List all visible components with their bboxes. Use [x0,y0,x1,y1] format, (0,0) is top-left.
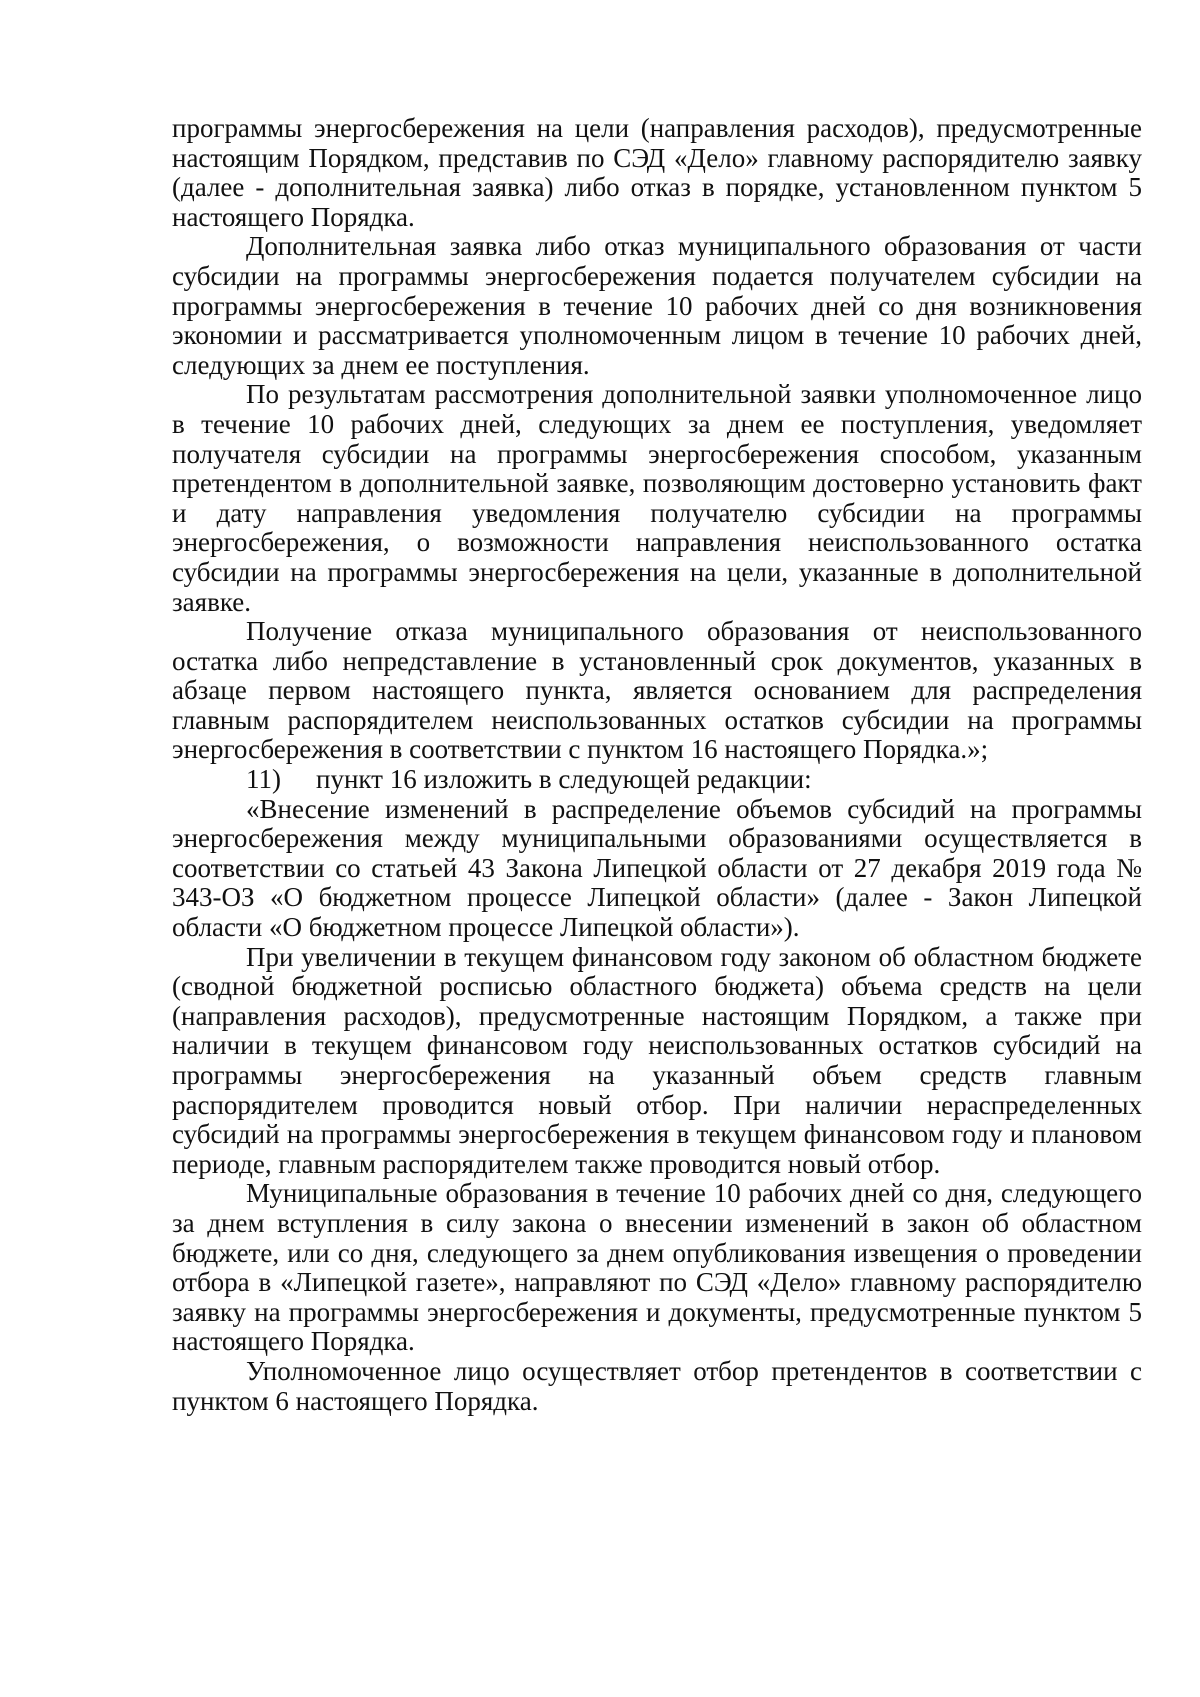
paragraph-continuation: программы энергосбережения на цели (направления расходов), предусмотренные настоящим Порядком, представив по СЭД «Дело» главному распорядителю заявку (далее - дополнительная заявка) либо отказ в порядке, установленном пунктом 5 настоящего Порядка. [172,113,1142,232]
paragraph-municipal-applications: Муниципальные образования в течение 10 рабочих дней со дня, следующего за днем вступления в силу закона о внесении изменений в закон об областном бюджете, или со дня, следующего за днем опубликования извещения о проведении отбора в «Липецкой газете», направляют по СЭД «Дело» главному распорядителю заявку на программы энергосбережения и документы, предусмотренные пунктом 5 настоящего Порядка. [172,1178,1142,1357]
paragraph-refusal: Получение отказа муниципального образования от неиспользованного остатка либо непредставление в установленный срок документов, указанных в абзаце первом настоящего пункта, является основанием для распределения главным распорядителем неиспользованных остатков субсидии на программы энергосбережения в соответствии с пунктом 16 настоящего Порядка.»; [172,616,1142,765]
paragraph-additional-application: Дополнительная заявка либо отказ муниципального образования от части субсидии на программы энергосбережения подается получателем субсидии на программы энергосбережения в течение 10 рабочих дней со дня возникновения экономии и рассматривается уполномоченным лицом в течение 10 рабочих дней, следующих за днем ее поступления. [172,231,1142,380]
list-item-number: 11) [246,764,281,795]
paragraph-review-results: По результатам рассмотрения дополнительной заявки уполномоченное лицо в течение 10 рабочих дней, следующих за днем ее поступления, уведомляет получателя субсидии на программы энергосбережения способом, указанным претендентом в дополнительной заявке, позволяющим достоверно установить факт и дату направления уведомления получателю субсидии на программы энергосбережения, о возможности направления неиспользованного остатка субсидии на программы энергосбережения на цели, указанные в дополнительной заявке. [172,379,1142,617]
paragraph-changes-distribution: «Внесение изменений в распределение объемов субсидий на программы энергосбережения между муниципальными образованиями осуществляется в соответствии со статьей 43 Закона Липецкой области от 27 декабря 2019 года № 343-ОЗ «О бюджетном процессе Липецкой области» (далее - Закон Липецкой области «О бюджетном процессе Липецкой области»). [172,793,1142,943]
list-item-11 [172,765,1142,795]
document-page [172,114,1142,1416]
paragraph-selection: Уполномоченное лицо осуществляет отбор претендентов в соответствии с пунктом 6 настоящего Порядка. [172,1355,1142,1416]
list-item-text: пункт 16 изложить в следующей редакции: [316,764,812,795]
paragraph-budget-increase: При увеличении в текущем финансовом году законом об областном бюджете (сводной бюджетной росписью областного бюджета) объема средств на цели (направления расходов), предусмотренные настоящим Порядком, а также при наличии в текущем финансовом году неиспользованных остатков субсидий на программы энергосбережения на указанный объем средств главным распорядителем проводится новый отбор. При наличии нераспределенных субсидий на программы энергосбережения в текущем финансовом году и плановом периоде, главным распорядителем также проводится новый отбор. [172,941,1142,1179]
